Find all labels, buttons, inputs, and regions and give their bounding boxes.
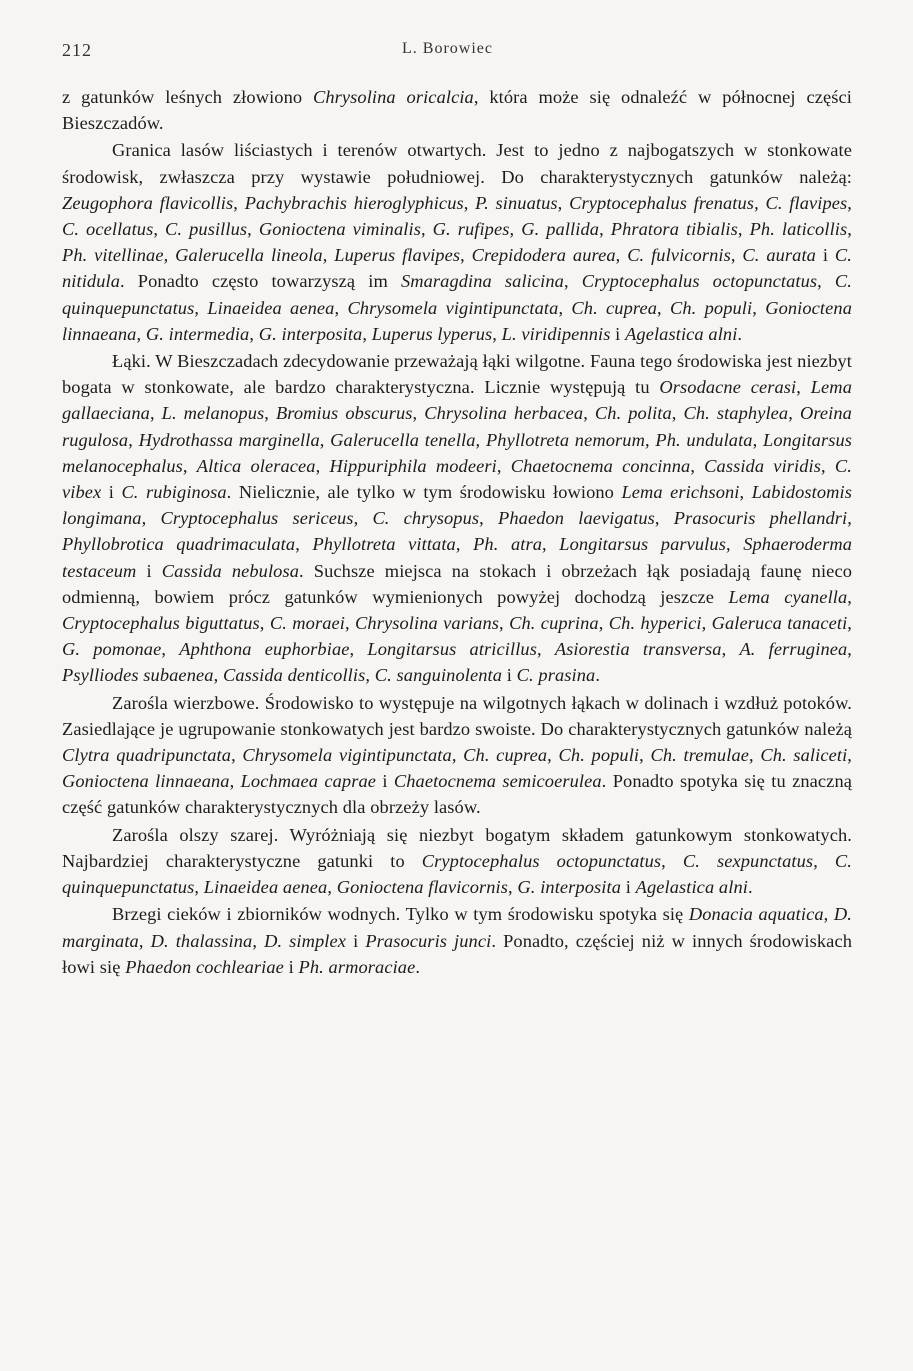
species-name: C. sexpunctatus: [682, 850, 814, 871]
text-run: Granica lasów liściastych i terenów otwartych. Jest to jedno z najbogatszych w stonkowate środowisk, zwłaszcza przy wystawie południowej. Do charakterystycznych gatunków należą:: [62, 140, 852, 187]
text-run: ,: [823, 904, 834, 925]
text-run: ,: [252, 930, 265, 951]
text-run: ,: [557, 192, 570, 213]
text-run: ,: [463, 192, 476, 213]
species-name: Prasocuris phellandri: [673, 508, 848, 529]
species-name: Phyllotreta nemorum: [485, 429, 645, 450]
text-run: ,: [420, 219, 433, 240]
text-run: ,: [813, 850, 835, 871]
species-name: C. nitidula: [62, 245, 852, 292]
text-run: ,: [737, 219, 750, 240]
species-name: C. chrysopus: [372, 508, 480, 529]
text-run: ,: [671, 403, 684, 424]
species-name: Altica oleracea: [196, 455, 316, 476]
text-run: ,: [327, 877, 337, 898]
paragraph-alder-thickets: [62, 822, 852, 901]
text-run: ,: [492, 323, 502, 344]
species-name: Chaetocnema concinna: [510, 455, 691, 476]
text-run: ,: [295, 534, 313, 555]
species-name: Cassida denticollis: [222, 665, 366, 686]
text-run: ,: [344, 613, 356, 634]
text-run: ,: [847, 508, 852, 529]
species-name: Orsodacne cerasi: [659, 377, 797, 398]
text-run: ,: [847, 219, 852, 240]
text-run: . Nielicznie, ale tylko w tym środowisku łowiono: [226, 482, 622, 503]
text-run: ,: [229, 771, 241, 792]
species-name: Ch. staphylea: [683, 403, 789, 424]
text-run: ,: [739, 482, 752, 503]
text-run: Zarośla olszy szarej. Wyróżniają się niezbyt bogatym składem gatunkowym stonkowatych. Najbardziej charakterystyczne gatunki to: [62, 824, 852, 871]
species-name: P. sinuatus: [475, 192, 558, 213]
species-name: Linaeidea aenea: [203, 877, 328, 898]
text-run: ,: [847, 613, 852, 634]
species-name: Chrysomela vigintipunctata: [242, 745, 452, 766]
species-name: C. sanguinolenta: [374, 665, 503, 686]
species-name: Galeruca tanaceti: [711, 613, 848, 634]
species-name: C. pusillus: [165, 219, 248, 240]
species-name: Cassida viridis: [704, 455, 822, 476]
text-run: ,: [847, 586, 852, 607]
species-name: Ch. cuprina: [509, 613, 599, 634]
species-name: Lochmaea caprae: [240, 771, 377, 792]
species-name: Gonioctena linnaeana: [62, 297, 852, 344]
species-name: C. moraei: [269, 613, 345, 634]
species-name: Phyllobrotica quadrimaculata: [62, 534, 296, 555]
species-name: Cryptocephalus sericeus: [160, 508, 354, 529]
text-run: ,: [475, 429, 486, 450]
text-run: ,: [547, 745, 559, 766]
species-name: Linaeidea aenea: [207, 297, 335, 318]
text-run: ,: [362, 323, 372, 344]
species-name: Agelastica alni: [635, 877, 748, 898]
text-run: . Suchsze miejsca na stokach i obrzeżach łąk posiadają faunę nieco odmienną, bowiem prócz gatunków wymienionych powyżej dochodzą jeszcze: [62, 560, 853, 607]
species-name: Aphthona euphorbiae: [179, 639, 350, 660]
paragraph-meadows: [62, 348, 852, 689]
text-run: i: [610, 323, 626, 344]
text-run: . Ponadto spotyka się tu znaczną część gatunków charakterystycznych dla obrzeży lasów.: [62, 771, 852, 818]
text-run: ,: [412, 403, 425, 424]
text-run: ,: [657, 297, 670, 318]
species-name: Cryptocephalus octopunctatus: [581, 271, 818, 292]
text-run: ,: [153, 219, 166, 240]
running-head: L. Borowiec: [402, 40, 493, 57]
text-run: ,: [644, 429, 656, 450]
species-name: C. rubiginosa: [121, 482, 227, 503]
text-run: ,: [821, 455, 835, 476]
species-name: Chrysolina oricalcia: [312, 87, 474, 107]
species-name: Crepidodera aurea: [471, 245, 616, 266]
text-run: i: [101, 482, 122, 503]
species-name: Phratora tibialis: [610, 219, 738, 240]
paragraph-forest-edge: [62, 137, 852, 347]
text-run: ,: [322, 245, 335, 266]
species-name: Ch. populi: [558, 745, 640, 766]
species-name: Clytra quadripunctata: [62, 745, 232, 766]
species-name: Galerucella lineola: [175, 245, 323, 266]
species-name: Ch. polita: [594, 403, 672, 424]
species-name: G. interposita: [258, 323, 363, 344]
species-name: C. prasina: [516, 665, 596, 686]
text-run: ,: [598, 613, 609, 634]
text-run: ,: [136, 323, 146, 344]
species-name: L. viridipennis: [501, 323, 611, 344]
text-run: ,: [496, 455, 511, 476]
species-name: Hydrothassa marginella: [138, 429, 320, 450]
text-run: ,: [542, 534, 560, 555]
text-run: i: [376, 771, 394, 792]
text-run: ,: [149, 403, 162, 424]
text-run: ,: [451, 745, 464, 766]
species-name: Longitarsus melanocephalus: [62, 429, 853, 476]
species-name: Longitarsus atricillus: [367, 639, 537, 660]
text-run: ,: [353, 508, 373, 529]
text-run: Brzegi cieków i zbiorników wodnych. Tylko w tym środowisku spotyka się: [112, 904, 689, 925]
species-name: Oreina rugulosa: [62, 403, 852, 450]
text-run: ,: [654, 508, 674, 529]
species-name: Ph. vitellinae: [62, 245, 164, 266]
species-name: Gonioctena flavicornis: [336, 877, 509, 898]
text-run: .: [737, 323, 743, 344]
text-run: ,: [460, 245, 472, 266]
text-run: .: [595, 665, 601, 686]
species-name: Luperus lyperus: [371, 323, 493, 344]
species-name: C. quinquepunctatus: [62, 271, 852, 318]
text-run: ,: [788, 403, 800, 424]
text-run: . Ponadto, częściej niż w innych środowiskach łowi się: [62, 930, 852, 977]
text-run: ,: [752, 429, 764, 450]
species-name: Ch. saliceti: [760, 745, 848, 766]
text-run: ,: [264, 403, 276, 424]
text-run: ,: [334, 297, 348, 318]
text-run: ,: [163, 245, 176, 266]
text-run: ,: [796, 377, 811, 398]
species-name: Cryptocephalus biguttatus: [62, 613, 260, 634]
text-run: ,: [141, 508, 161, 529]
species-name: Ph. undulata: [655, 429, 753, 450]
species-name: Donacia aquatica: [688, 904, 824, 925]
main-text: [62, 84, 852, 980]
species-name: Prasocuris junci: [365, 930, 492, 951]
species-name: Phaedon cochleariae: [125, 956, 284, 977]
text-run: ,: [536, 639, 555, 660]
species-name: C. ocellatus: [62, 219, 154, 240]
species-name: Ch. tremulae: [650, 745, 749, 766]
text-run: ,: [752, 297, 766, 318]
page-number: 212: [62, 40, 92, 60]
text-run: i: [815, 245, 835, 266]
text-run: z gatunków leśnych złowiono: [62, 87, 313, 107]
text-run: ,: [847, 745, 852, 766]
text-run: ,: [749, 745, 761, 766]
species-name: Zeugophora flavicollis: [62, 192, 234, 213]
species-name: Smaragdina salicina: [400, 271, 564, 292]
species-name: Gonioctena linnaeana: [62, 771, 230, 792]
text-run: ,: [233, 192, 245, 213]
species-name: G. pallida: [521, 219, 600, 240]
species-name: Ph. atra: [473, 534, 542, 555]
text-run: i: [346, 930, 366, 951]
species-name: C. quinquepunctatus: [62, 850, 852, 898]
text-run: ,: [690, 455, 705, 476]
species-name: G. interposita: [517, 877, 621, 898]
species-name: G. rufipes: [432, 219, 510, 240]
text-run: ,: [599, 219, 611, 240]
species-name: Ch. cuprea: [571, 297, 658, 318]
species-name: Lema gallaeciana: [62, 377, 852, 424]
species-name: Ph. armoraciae: [298, 956, 416, 977]
species-name: G. pomonae: [62, 639, 162, 660]
text-run: ,: [161, 639, 180, 660]
text-run: ,: [249, 323, 259, 344]
species-name: Psylliodes subaenea: [62, 665, 214, 686]
species-name: Pachybrachis hieroglyphicus: [244, 192, 464, 213]
text-run: ,: [583, 403, 595, 424]
species-name: Agelastica alni: [625, 323, 738, 344]
text-run: ,: [508, 877, 518, 898]
text-run: ,: [479, 508, 499, 529]
species-name: C. fulvicornis: [627, 245, 731, 266]
species-name: Ch. cuprea: [463, 745, 548, 766]
text-run: ,: [754, 192, 766, 213]
species-name: Chrysomela vigintipunctata: [347, 297, 559, 318]
text-run: i: [136, 560, 162, 581]
text-run: .: [415, 956, 421, 977]
text-run: ,: [365, 665, 375, 686]
text-run: ,: [661, 850, 683, 871]
text-run: ,: [639, 745, 651, 766]
text-run: ,: [509, 219, 522, 240]
paragraph-intro: [62, 84, 852, 136]
species-name: Cryptocephalus frenatus: [569, 192, 755, 213]
text-run: ,: [817, 271, 835, 292]
species-name: C. aurata: [742, 245, 816, 266]
text-run: . Ponadto często towarzyszą im: [120, 271, 401, 292]
text-run: ,: [128, 429, 139, 450]
text-run: , która może się odnaleźć w północnej części Bieszczadów.: [62, 87, 852, 134]
text-run: ,: [231, 745, 243, 766]
species-name: Sphaeroderma testaceum: [62, 534, 853, 581]
text-run: ,: [213, 665, 223, 686]
text-run: Zarośla wierzbowe. Środowisko to występuje na wilgotnych łąkach w dolinach i wzdłuż potoków. Zasiedlające je ugrupowanie stonkowatych jest bardzo swoiste. Do charakterystycznych gatunków należą: [62, 692, 852, 739]
text-run: ,: [563, 271, 582, 292]
species-name: Gonioctena viminalis: [258, 219, 421, 240]
text-run: ,: [138, 930, 151, 951]
paragraph-water-banks: [62, 901, 852, 980]
species-name: Phyllotreta vittata: [312, 534, 456, 555]
text-run: ,: [847, 639, 852, 660]
text-run: ,: [847, 192, 852, 213]
species-name: Bromius obscurus: [275, 403, 413, 424]
text-run: ,: [725, 534, 744, 555]
species-name: Asiorestia transversa: [554, 639, 722, 660]
species-name: Cassida nebulosa: [161, 560, 300, 581]
species-name: Longitarsus parvulus: [559, 534, 726, 555]
species-name: Galerucella tenella: [330, 429, 476, 450]
text-run: ,: [315, 455, 330, 476]
species-name: A. ferruginea: [739, 639, 848, 660]
text-run: ,: [259, 613, 270, 634]
species-name: C. vibex: [62, 455, 852, 503]
species-name: C. flavipes: [765, 192, 848, 213]
species-name: Lema erichsoni: [621, 482, 740, 503]
species-name: D. thalassina: [150, 930, 253, 951]
species-name: Cryptocephalus octopunctatus: [421, 850, 662, 871]
text-run: i: [621, 877, 636, 898]
species-name: Luperus flavipes: [334, 245, 461, 266]
text-run: ,: [182, 455, 197, 476]
text-run: ,: [319, 429, 331, 450]
text-run: Łąki. W Bieszczadach zdecydowanie przeważają łąki wilgotne. Fauna tego środowiska jest niezbyt bogata w stonkowate, ale bardzo charakterystyczna. Licznie występują tu: [62, 351, 852, 398]
text-run: ,: [499, 613, 510, 634]
text-run: ,: [194, 877, 204, 898]
species-name: Lema cyanella: [728, 586, 848, 607]
species-name: Chrysolina varians: [355, 613, 500, 634]
text-run: ,: [349, 639, 368, 660]
species-name: L. melanopus: [161, 403, 265, 424]
paragraph-willow-thickets: [62, 690, 852, 821]
text-run: .: [747, 877, 753, 898]
text-run: ,: [558, 297, 572, 318]
text-run: ,: [247, 219, 259, 240]
text-run: ,: [701, 613, 712, 634]
text-run: i: [502, 665, 517, 686]
species-name: Ch. populi: [669, 297, 753, 318]
species-name: Hippuriphila modeeri: [329, 455, 497, 476]
text-run: i: [283, 956, 299, 977]
species-name: D. simplex: [264, 930, 347, 951]
species-name: Phaedon laevigatus: [498, 508, 655, 529]
text-run: ,: [194, 297, 208, 318]
species-name: Chrysolina herbacea: [424, 403, 584, 424]
species-name: Ph. laticollis: [749, 219, 848, 240]
species-name: Ch. hyperici: [608, 613, 702, 634]
species-name: Labidostomis longimana: [62, 482, 853, 529]
species-name: Chaetocnema semicoerulea: [393, 771, 602, 792]
species-name: G. intermedia: [145, 323, 250, 344]
text-run: ,: [721, 639, 740, 660]
text-run: ,: [615, 245, 628, 266]
text-run: ,: [730, 245, 743, 266]
text-run: ,: [455, 534, 474, 555]
species-name: D. marginata: [62, 904, 852, 951]
